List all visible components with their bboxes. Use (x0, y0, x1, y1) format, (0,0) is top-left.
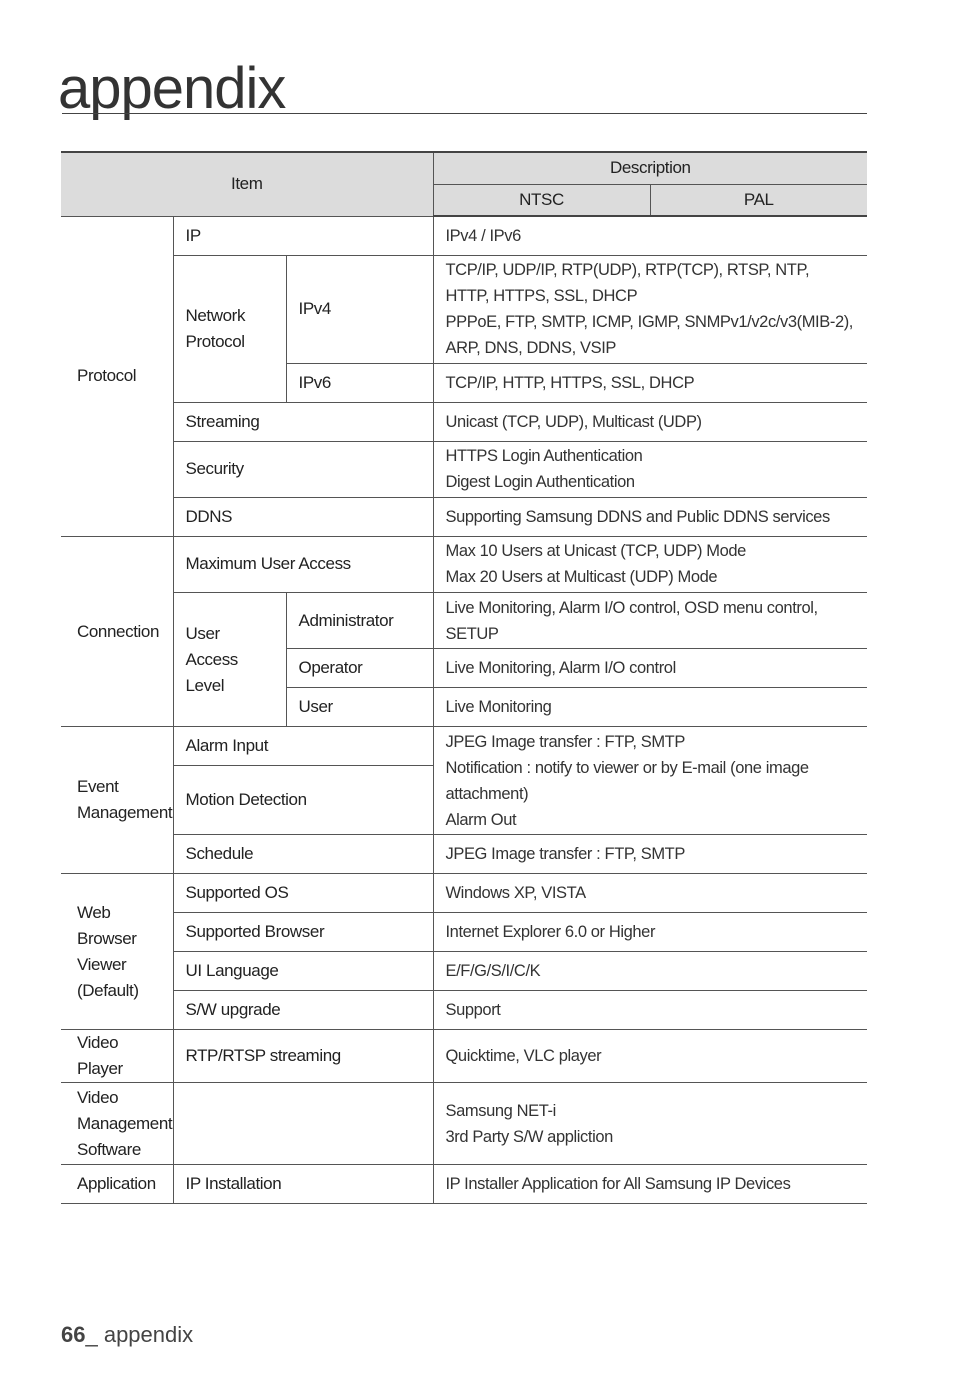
value-schedule: JPEG Image transfer : FTP, SMTP (433, 835, 867, 874)
group-video-management-software: Video Management Software (61, 1083, 173, 1165)
value-vms-line2: 3rd Party S/W appliction (445, 1127, 613, 1146)
value-ipv4 (433, 255, 867, 363)
value-application: IP Installer Application for All Samsung IP Devices (433, 1165, 867, 1204)
item-rtp-rtsp-streaming: RTP/RTSP streaming (173, 1030, 433, 1083)
group-connection: Connection (61, 537, 173, 727)
value-supported-browser: Internet Explorer 6.0 or Higher (433, 913, 867, 952)
value-max-user-line1: Max 10 Users at Unicast (TCP, UDP) Mode (445, 542, 746, 561)
item-motion-detection: Motion Detection (173, 766, 433, 835)
value-user: Live Monitoring (433, 688, 867, 727)
header-description: Description (433, 152, 867, 184)
value-vms-line1: Samsung NET-i (445, 1101, 556, 1120)
value-ddns: Supporting Samsung DDNS and Public DDNS services (433, 497, 867, 536)
item-administrator: Administrator (286, 593, 433, 649)
item-user: User (286, 688, 433, 727)
value-sw-upgrade: Support (433, 991, 867, 1030)
group-video-player: Video Player (61, 1030, 173, 1083)
item-ip-installation: IP Installation (173, 1165, 433, 1204)
value-ip: IPv4 / IPv6 (433, 216, 867, 255)
group-web-browser-viewer: Web Browser Viewer (Default) (61, 874, 173, 1030)
value-security-line2: Digest Login Authentication (445, 473, 635, 491)
item-streaming: Streaming (173, 402, 433, 441)
item-sw-upgrade: S/W upgrade (173, 991, 433, 1030)
item-max-user-access: Maximum User Access (173, 537, 433, 593)
item-operator: Operator (286, 649, 433, 688)
item-ui-language: UI Language (173, 952, 433, 991)
footer-label: _ appendix (85, 1322, 194, 1347)
specification-table (61, 151, 867, 1204)
value-administrator: Live Monitoring, Alarm I/O control, OSD menu control, SETUP (433, 593, 867, 649)
group-application: Application (61, 1165, 173, 1204)
item-ipv4: IPv4 (286, 255, 433, 363)
header-item: Item (61, 152, 433, 216)
item-supported-browser: Supported Browser (173, 913, 433, 952)
item-supported-os: Supported OS (173, 874, 433, 913)
page-number: 66 (61, 1322, 86, 1347)
item-ipv6: IPv6 (286, 363, 433, 402)
value-ipv4-line1: TCP/IP, UDP/IP, RTP(UDP), RTP(TCP), RTSP, NTP, HTTP, HTTPS, SSL, DHCP (445, 261, 810, 305)
value-security-line1: HTTPS Login Authentication (445, 447, 643, 465)
page-title: appendix (58, 56, 286, 121)
value-security (433, 441, 867, 497)
item-ddns: DDNS (173, 497, 433, 536)
item-network-protocol: Network Protocol (173, 255, 286, 402)
item-vms-empty (173, 1083, 433, 1165)
page-footer (61, 1322, 193, 1348)
header-ntsc: NTSC (433, 184, 650, 216)
item-alarm-input: Alarm Input (173, 727, 433, 766)
value-video-player: Quicktime, VLC player (433, 1030, 867, 1083)
value-operator: Live Monitoring, Alarm I/O control (433, 649, 867, 688)
item-ip: IP (173, 216, 433, 255)
value-alarm-motion (433, 727, 867, 835)
value-ipv4-line2: PPPoE, FTP, SMTP, ICMP, IGMP, SNMPv1/v2c/v3(MIB-2), ARP, DNS, DDNS, VSIP (445, 313, 853, 357)
group-event-management: Event Management (61, 727, 173, 874)
value-event-line2: Notification : notify to viewer or by E-mail (one image attachment) (445, 758, 809, 803)
value-max-user-line2: Max 20 Users at Multicast (UDP) Mode (445, 568, 718, 587)
group-protocol: Protocol (61, 216, 173, 537)
value-vms (433, 1083, 867, 1165)
title-divider (62, 113, 867, 114)
value-streaming: Unicast (TCP, UDP), Multicast (UDP) (433, 402, 867, 441)
value-max-user-access (433, 537, 867, 593)
value-event-line1: JPEG Image transfer : FTP, SMTP (445, 732, 685, 751)
value-event-line3: Alarm Out (445, 810, 517, 829)
item-user-access-level: User Access Level (173, 593, 286, 727)
item-security: Security (173, 441, 433, 497)
value-ui-language: E/F/G/S/I/C/K (433, 952, 867, 991)
header-pal: PAL (650, 184, 867, 216)
value-supported-os: Windows XP, VISTA (433, 874, 867, 913)
value-ipv6: TCP/IP, HTTP, HTTPS, SSL, DHCP (433, 363, 867, 402)
item-schedule: Schedule (173, 835, 433, 874)
